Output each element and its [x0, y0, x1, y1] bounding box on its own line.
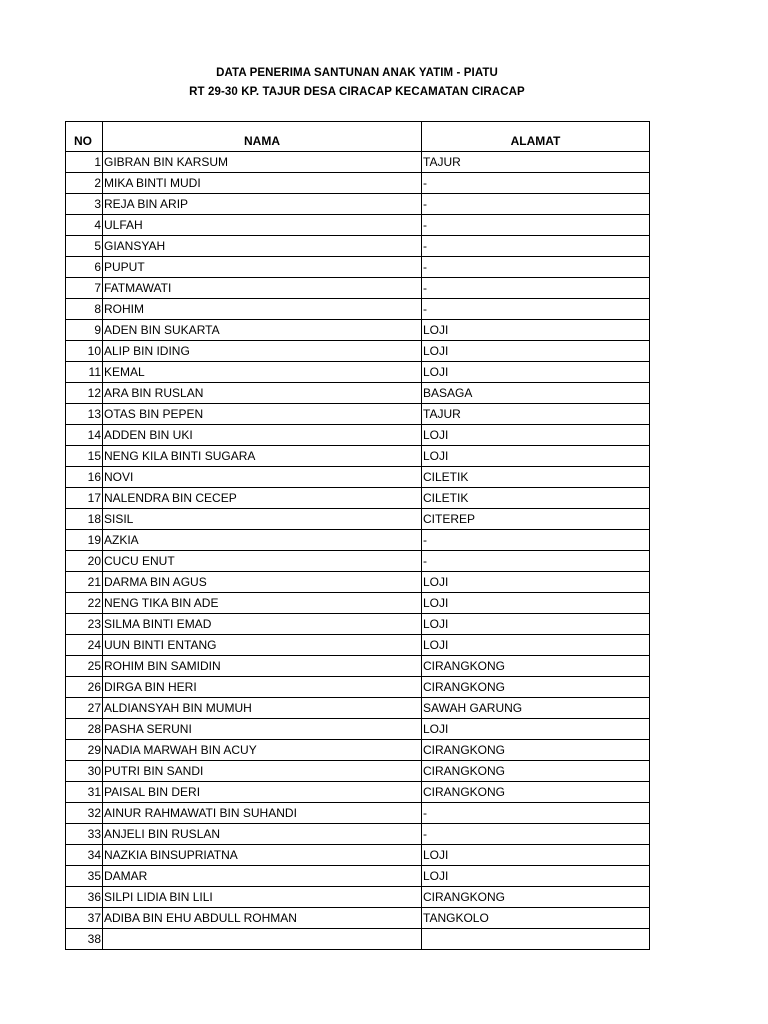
cell-nama: NENG TIKA BIN ADE	[103, 593, 422, 614]
document-title: DATA PENERIMA SANTUNAN ANAK YATIM - PIATU	[216, 67, 498, 79]
cell-nama: NAZKIA BINSUPRIATNA	[103, 845, 422, 866]
table-row	[66, 467, 650, 488]
cell-nama: ANJELI BIN RUSLAN	[103, 824, 422, 845]
cell-alamat: CIRANGKONG	[422, 740, 650, 761]
table-row	[66, 593, 650, 614]
table-row	[66, 488, 650, 509]
table-row	[66, 824, 650, 845]
table-row	[66, 782, 650, 803]
cell-nama: PUPUT	[103, 257, 422, 278]
cell-no: 13	[66, 404, 103, 425]
cell-no: 32	[66, 803, 103, 824]
cell-alamat: LOJI	[422, 614, 650, 635]
cell-no: 7	[66, 278, 103, 299]
cell-alamat: BASAGA	[422, 383, 650, 404]
table-row	[66, 656, 650, 677]
cell-alamat: LOJI	[422, 593, 650, 614]
cell-no: 36	[66, 887, 103, 908]
cell-no: 27	[66, 698, 103, 719]
cell-alamat: CIRANGKONG	[422, 782, 650, 803]
cell-nama: FATMAWATI	[103, 278, 422, 299]
cell-no: 18	[66, 509, 103, 530]
table-row	[66, 803, 650, 824]
header-nama: NAMA	[103, 122, 422, 152]
cell-no: 10	[66, 341, 103, 362]
cell-alamat: TAJUR	[422, 152, 650, 173]
cell-alamat: -	[422, 299, 650, 320]
cell-alamat: LOJI	[422, 446, 650, 467]
table-row	[66, 635, 650, 656]
cell-no: 14	[66, 425, 103, 446]
table-row	[66, 404, 650, 425]
table-row	[66, 719, 650, 740]
cell-nama: KEMAL	[103, 362, 422, 383]
table-row	[66, 320, 650, 341]
cell-alamat: LOJI	[422, 719, 650, 740]
cell-no: 33	[66, 824, 103, 845]
table-row	[66, 614, 650, 635]
header-alamat: ALAMAT	[422, 122, 650, 152]
cell-no: 26	[66, 677, 103, 698]
table-row	[66, 215, 650, 236]
table-row	[66, 194, 650, 215]
cell-no: 35	[66, 866, 103, 887]
cell-no: 15	[66, 446, 103, 467]
table-row	[66, 572, 650, 593]
cell-alamat: CILETIK	[422, 467, 650, 488]
cell-no: 24	[66, 635, 103, 656]
cell-nama: NADIA MARWAH BIN ACUY	[103, 740, 422, 761]
cell-alamat: LOJI	[422, 425, 650, 446]
cell-alamat: LOJI	[422, 320, 650, 341]
cell-alamat: -	[422, 215, 650, 236]
table-row	[66, 383, 650, 404]
table-row	[66, 173, 650, 194]
cell-no: 30	[66, 761, 103, 782]
table-row	[66, 845, 650, 866]
cell-nama: NOVI	[103, 467, 422, 488]
cell-alamat: -	[422, 278, 650, 299]
cell-alamat: CITEREP	[422, 509, 650, 530]
cell-nama: PUTRI BIN SANDI	[103, 761, 422, 782]
cell-alamat: -	[422, 824, 650, 845]
table-row	[66, 551, 650, 572]
cell-nama: PAISAL BIN DERI	[103, 782, 422, 803]
header-no: NO	[66, 122, 103, 152]
cell-no: 3	[66, 194, 103, 215]
table-row	[66, 887, 650, 908]
cell-no: 2	[66, 173, 103, 194]
table-row	[66, 278, 650, 299]
cell-nama: DAMAR	[103, 866, 422, 887]
cell-alamat: LOJI	[422, 845, 650, 866]
table-row	[66, 677, 650, 698]
cell-no: 9	[66, 320, 103, 341]
table-row	[66, 299, 650, 320]
table-row	[66, 509, 650, 530]
cell-no: 22	[66, 593, 103, 614]
recipients-table	[65, 121, 650, 950]
cell-nama: ULFAH	[103, 215, 422, 236]
cell-alamat: -	[422, 173, 650, 194]
cell-nama: PASHA SERUNI	[103, 719, 422, 740]
cell-no: 11	[66, 362, 103, 383]
cell-nama: SISIL	[103, 509, 422, 530]
cell-no: 19	[66, 530, 103, 551]
cell-no: 29	[66, 740, 103, 761]
cell-no: 17	[66, 488, 103, 509]
cell-alamat: TANGKOLO	[422, 908, 650, 929]
cell-alamat	[422, 929, 650, 950]
cell-no: 21	[66, 572, 103, 593]
table-row	[66, 698, 650, 719]
table-row	[66, 152, 650, 173]
cell-no: 16	[66, 467, 103, 488]
cell-nama: ADDEN BIN UKI	[103, 425, 422, 446]
cell-alamat: LOJI	[422, 635, 650, 656]
document-subtitle: RT 29-30 KP. TAJUR DESA CIRACAP KECAMATAN CIRACAP	[189, 86, 525, 98]
cell-alamat: LOJI	[422, 362, 650, 383]
cell-alamat: CIRANGKONG	[422, 656, 650, 677]
cell-no: 12	[66, 383, 103, 404]
cell-nama: GIBRAN BIN KARSUM	[103, 152, 422, 173]
cell-nama: SILPI LIDIA BIN LILI	[103, 887, 422, 908]
cell-no: 4	[66, 215, 103, 236]
cell-no: 8	[66, 299, 103, 320]
cell-alamat: CIRANGKONG	[422, 887, 650, 908]
cell-nama: DIRGA BIN HERI	[103, 677, 422, 698]
cell-nama: ARA BIN RUSLAN	[103, 383, 422, 404]
table-row	[66, 929, 650, 950]
cell-nama: REJA BIN ARIP	[103, 194, 422, 215]
cell-nama: OTAS BIN PEPEN	[103, 404, 422, 425]
cell-nama: ALIP BIN IDING	[103, 341, 422, 362]
cell-nama: CUCU ENUT	[103, 551, 422, 572]
cell-nama: ROHIM	[103, 299, 422, 320]
cell-no: 28	[66, 719, 103, 740]
cell-no: 25	[66, 656, 103, 677]
cell-alamat: -	[422, 803, 650, 824]
cell-alamat: -	[422, 257, 650, 278]
cell-alamat: -	[422, 194, 650, 215]
table-row	[66, 866, 650, 887]
table-row	[66, 362, 650, 383]
cell-nama: SILMA BINTI EMAD	[103, 614, 422, 635]
table-row	[66, 740, 650, 761]
table-row	[66, 761, 650, 782]
cell-nama: MIKA BINTI MUDI	[103, 173, 422, 194]
cell-no: 38	[66, 929, 103, 950]
cell-nama: UUN BINTI ENTANG	[103, 635, 422, 656]
table-body	[66, 152, 650, 950]
cell-alamat: -	[422, 551, 650, 572]
cell-alamat: -	[422, 530, 650, 551]
table-header-row	[66, 122, 650, 152]
cell-nama: NALENDRA BIN CECEP	[103, 488, 422, 509]
cell-nama: GIANSYAH	[103, 236, 422, 257]
table-row	[66, 341, 650, 362]
cell-no: 6	[66, 257, 103, 278]
cell-nama: ROHIM BIN SAMIDIN	[103, 656, 422, 677]
table-row	[66, 908, 650, 929]
cell-alamat: SAWAH GARUNG	[422, 698, 650, 719]
cell-alamat: CIRANGKONG	[422, 761, 650, 782]
cell-no: 20	[66, 551, 103, 572]
cell-nama: NENG KILA BINTI SUGARA	[103, 446, 422, 467]
table-row	[66, 257, 650, 278]
cell-no: 31	[66, 782, 103, 803]
cell-no: 23	[66, 614, 103, 635]
cell-alamat: -	[422, 236, 650, 257]
table-row	[66, 236, 650, 257]
cell-alamat: CILETIK	[422, 488, 650, 509]
cell-nama: ADEN BIN SUKARTA	[103, 320, 422, 341]
cell-no: 37	[66, 908, 103, 929]
cell-alamat: TAJUR	[422, 404, 650, 425]
cell-nama	[103, 929, 422, 950]
table-row	[66, 446, 650, 467]
table-row	[66, 425, 650, 446]
cell-nama: AINUR RAHMAWATI BIN SUHANDI	[103, 803, 422, 824]
cell-no: 34	[66, 845, 103, 866]
cell-nama: ADIBA BIN EHU ABDULL ROHMAN	[103, 908, 422, 929]
cell-alamat: LOJI	[422, 572, 650, 593]
cell-alamat: LOJI	[422, 866, 650, 887]
cell-no: 1	[66, 152, 103, 173]
cell-nama: AZKIA	[103, 530, 422, 551]
cell-nama: ALDIANSYAH BIN MUMUH	[103, 698, 422, 719]
table-row	[66, 530, 650, 551]
cell-alamat: CIRANGKONG	[422, 677, 650, 698]
cell-no: 5	[66, 236, 103, 257]
cell-alamat: LOJI	[422, 341, 650, 362]
cell-nama: DARMA BIN AGUS	[103, 572, 422, 593]
